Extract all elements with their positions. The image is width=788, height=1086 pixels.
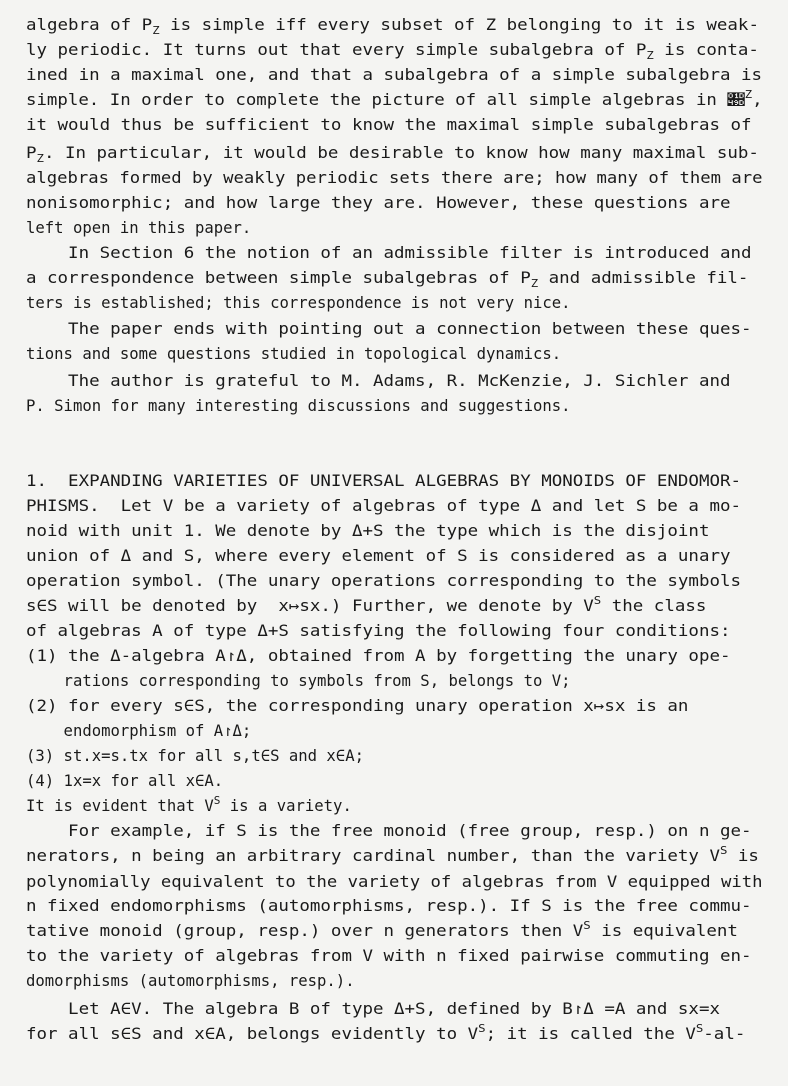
text-line [26, 522, 709, 541]
text-line [26, 794, 352, 816]
superscript: S [593, 594, 602, 607]
text-line [26, 219, 251, 238]
superscript: S [478, 1022, 486, 1035]
text-run: PHISMS. Let V be a variety of algebras of type Δ and let S be a mo- [26, 497, 742, 515]
text-run: union of Δ and S, where every element of S is considered as a unary [26, 547, 731, 565]
text-line [26, 194, 730, 213]
superscript: S [695, 1022, 704, 1035]
text-run: the class [601, 597, 707, 615]
text-run: to the variety of algebras from V with n fixed pairwise commuting en- [26, 947, 752, 965]
text-run: rations corresponding to symbols from S, belongs to V; [26, 672, 571, 690]
text-run: ters is established; this correspondence is not very nice. [26, 294, 571, 312]
text-run: (4) 1x=x for all x∈A. [26, 772, 224, 790]
text-run: is [727, 847, 759, 865]
text-line [26, 497, 741, 516]
text-line [26, 897, 752, 916]
text-run: ; it is called the V [485, 1025, 696, 1043]
text-line [26, 697, 688, 716]
text-run: for all s∈S and x∈A, belongs evidently to V [26, 1025, 479, 1043]
subscript: Z [36, 152, 44, 165]
text-run: P. Simon for many interesting discussions and suggestions. [26, 397, 571, 415]
text-line [26, 88, 763, 110]
text-run: The author is grateful to M. Adams, R. McKenzie, J. Sichler and [26, 372, 731, 390]
text-run: nerators, n being an arbitrary cardinal number, than the variety V [26, 847, 720, 865]
text-run: is conta- [653, 41, 759, 59]
superscript: Z [744, 88, 753, 101]
subscript: Z [152, 24, 160, 37]
superscript: S [719, 844, 728, 857]
text-line [26, 41, 759, 60]
text-line [26, 972, 355, 991]
text-line [26, 594, 707, 616]
text-run: (1) the Δ-algebra A↾Δ, obtained from A by forgetting the unary ope- [26, 647, 731, 665]
text-line [26, 472, 741, 491]
text-line [26, 919, 738, 941]
text-run: tions and some questions studied in topological dynamics. [26, 345, 562, 363]
text-line [26, 772, 223, 791]
text-line [26, 747, 364, 766]
text-run: Let A∈V. The algebra B of type Δ+S, defined by B↾Δ =A and sx=x [26, 1000, 720, 1018]
text-run: (2) for every s∈S, the corresponding unary operation x↦sx is an [26, 697, 689, 715]
text-run: polynomially equivalent to the variety of algebras from V equipped with [26, 873, 763, 891]
text-line [26, 66, 762, 85]
text-run: and admissible fil- [538, 269, 749, 287]
text-run: is a variety. [220, 797, 352, 815]
text-run: a correspondence between simple subalgebras of P [26, 269, 531, 287]
text-run: ly periodic. It turns out that every simple subalgebra of P [26, 41, 647, 59]
text-line [26, 269, 748, 288]
text-line [26, 244, 752, 263]
text-run: noid with unit 1. We denote by Δ+S the type which is the disjoint [26, 522, 710, 540]
text-run: left open in this paper. [26, 219, 252, 237]
text-line [26, 622, 730, 641]
text-run: It is evident that V [26, 797, 214, 815]
subscript: Z [530, 277, 539, 290]
subscript: Z [646, 49, 654, 62]
superscript: S [583, 919, 591, 932]
text-line [26, 169, 763, 188]
text-run: For example, if S is the free monoid (free group, resp.) on n ge- [26, 822, 752, 840]
text-run: algebras formed by weakly periodic sets there are; how many of them are [26, 169, 763, 187]
text-run: algebra of P [26, 16, 153, 34]
text-run: The paper ends with pointing out a connection between these ques- [26, 320, 752, 338]
text-line [26, 372, 730, 391]
text-run: is equivalent [590, 922, 738, 940]
text-line [26, 144, 759, 163]
text-line [26, 947, 752, 966]
text-run: domorphisms (automorphisms, resp.). [26, 972, 355, 990]
text-run: In Section 6 the notion of an admissible filter is introduced and [26, 244, 752, 262]
text-run: -al- [703, 1025, 746, 1043]
text-run: s∈S will be denoted by x↦sx.) Further, we denote by V [26, 597, 594, 615]
text-run: operation symbol. (The unary operations corresponding to the symbols [26, 572, 742, 590]
text-run: (3) st.x=s.tx for all s,t∈S and x∈A; [26, 747, 364, 765]
text-line [26, 1022, 746, 1044]
text-line [26, 672, 571, 691]
text-run: , [752, 91, 763, 109]
text-line [26, 547, 730, 566]
superscript: S [213, 794, 221, 807]
text-run: is simple iff every subset of Z belonging to it is weak- [159, 16, 759, 34]
text-line [26, 397, 571, 416]
text-run: simple. In order to complete the picture of all simple algebras in 𝒝 [26, 91, 745, 109]
text-line [26, 572, 741, 591]
text-run: ined in a maximal one, and that a subalgebra of a simple subalgebra is [26, 66, 763, 84]
text-line [26, 822, 752, 841]
text-line [26, 647, 730, 666]
text-line [26, 1000, 720, 1019]
text-run: nonisomorphic; and how large they are. However, these questions are [26, 194, 731, 212]
text-run: . In particular, it would be desirable to know how many maximal sub- [43, 144, 759, 162]
text-run: 1. EXPANDING VARIETIES OF UNIVERSAL ALGEBRAS BY MONOIDS OF ENDOMOR- [26, 472, 742, 490]
text-run: tative monoid (group, resp.) over n generators then V [26, 922, 584, 940]
text-line [26, 722, 251, 741]
text-line [26, 345, 561, 364]
text-run: n fixed endomorphisms (automorphisms, resp.). If S is the free commu- [26, 897, 752, 915]
text-line [26, 844, 759, 866]
text-run: it would thus be sufficient to know the maximal simple subalgebras of [26, 116, 752, 134]
text-run: endomorphism of A↾Δ; [26, 722, 252, 740]
text-line [26, 116, 752, 135]
text-run: of algebras A of type Δ+S satisfying the following four conditions: [26, 622, 731, 640]
text-run: P [26, 144, 37, 162]
text-line [26, 294, 571, 313]
text-line [26, 873, 763, 892]
text-line [26, 16, 759, 35]
text-line [26, 320, 752, 339]
